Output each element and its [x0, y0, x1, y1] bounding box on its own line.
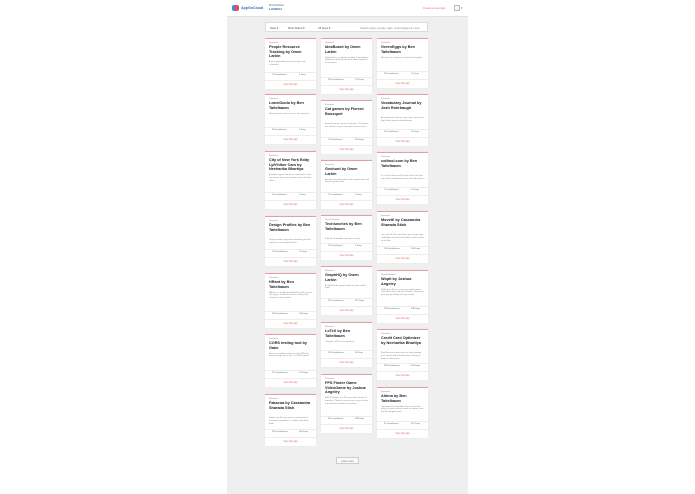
card-installs: 311 Installations [328, 418, 344, 420]
view-app-link[interactable]: View this app [339, 254, 354, 257]
card-category: Featured [381, 156, 390, 158]
card-divider [321, 243, 372, 244]
app-card[interactable] [377, 387, 428, 438]
card-description: Paste an endpoint and see if this API lets browser apps use it with a CORS request [269, 352, 310, 358]
card-description: An application that lets you keep a personal log of new words and definitions [381, 117, 424, 123]
app-card[interactable] [321, 322, 372, 367]
card-title[interactable]: CORS testing tool by Gabe [269, 341, 307, 350]
card-age: 12 Days [411, 73, 420, 75]
card-installs: 73 Installations [328, 139, 343, 141]
app-card[interactable] [377, 94, 428, 146]
card-installs: 349 Installations [384, 308, 400, 310]
card-divider [265, 135, 316, 136]
card-category: Featured [269, 398, 278, 400]
card-installs: 356 Installations [328, 300, 344, 302]
card-divider [321, 192, 372, 193]
card-category: Featured [325, 164, 334, 166]
card-installs: 83 Installations [272, 129, 287, 131]
card-age: 300 Days [299, 431, 309, 433]
card-age: 240 Days [411, 248, 421, 250]
card-divider [265, 127, 316, 128]
view-app-link[interactable]: View this app [339, 203, 354, 206]
card-category: Featured [325, 42, 334, 44]
card-installs: 336 Installations [328, 79, 344, 81]
card-divider [265, 192, 316, 193]
filter-type[interactable]: All Apps ▾ [318, 26, 331, 30]
partner-badge [269, 5, 291, 11]
card-age: 350 Days [355, 139, 365, 141]
card-divider [321, 137, 372, 138]
card-title[interactable]: Wopit by Joshua Angeley [381, 277, 412, 286]
card-category: Social Network [381, 274, 396, 276]
card-category: Featured [325, 378, 334, 380]
load-more-button[interactable]: Load more [336, 457, 359, 464]
card-title[interactable]: Fakacoa by Cassandra Sharada Stish [269, 401, 311, 410]
filter-rating[interactable]: Most Rated ▾ [288, 26, 305, 30]
card-category: Featured [269, 338, 278, 340]
card-divider [321, 306, 372, 307]
card-installs: 386 Installations [384, 365, 400, 367]
view-app-link[interactable]: View this app [283, 260, 298, 263]
app-card[interactable] [377, 211, 428, 263]
card-divider [321, 298, 372, 299]
app-card[interactable] [265, 394, 316, 446]
search-input[interactable]: Search apps, people, tags, technologies & more [360, 26, 420, 30]
view-app-link[interactable]: View this app [395, 257, 410, 260]
card-age: 96 Days [355, 352, 364, 354]
card-installs: 23 Installations [328, 245, 343, 247]
card-category: Featured [269, 42, 278, 44]
card-title[interactable]: LoTeX by Ben Taitelbaum [325, 329, 351, 338]
card-age: 236 Days [411, 308, 421, 310]
card-divider [265, 311, 316, 312]
card-description: Get financial and political news feed with only the most relevant news on finance and the Washington stock [381, 405, 424, 414]
app-card[interactable] [265, 334, 316, 387]
card-age: 75 Days [299, 251, 308, 253]
card-title[interactable]: Vocabulary Journal by Josh Rohrbaugh [381, 101, 422, 110]
card-age: 5 Days [355, 194, 362, 196]
card-divider [377, 195, 428, 196]
card-title[interactable]: Ahbna by Ben Taitelbaum [381, 394, 407, 403]
card-installs: 93 Installations [384, 73, 399, 75]
app-card[interactable] [321, 215, 372, 260]
card-divider [321, 85, 372, 86]
logo[interactable] [232, 5, 263, 11]
card-description: Make your life as a note you writing notes and share them with your friends. Organizes your day by finding out your mood [381, 288, 424, 297]
view-app-link[interactable]: View this app [283, 440, 298, 443]
card-divider [265, 200, 316, 201]
card-description: Find lunch buddies near you at work [325, 238, 361, 241]
card-age: 150 Days [299, 372, 309, 374]
card-divider [377, 371, 428, 372]
card-divider [377, 246, 428, 247]
card-description: It's coil.in-coil.tm and 3 more tools that help turn these contributions into short film project [381, 175, 425, 181]
app-frame [227, 0, 468, 494]
card-title[interactable]: Geohunt by Owen Larkin [325, 167, 358, 176]
card-divider [321, 251, 372, 252]
app-card[interactable] [265, 38, 316, 89]
card-description: IdeaBoard is a web based idea & networking platform to bring all the team ideas together in one place [325, 56, 369, 65]
card-category: Featured [325, 104, 334, 106]
card-title[interactable]: MoveIt! by Cassandra Sharada Stish [381, 218, 421, 227]
card-description: A fake cart that recreates a pantry full of seasonal ingredients, a recipe inspiration book [269, 417, 309, 426]
card-title[interactable]: FPS Finder Game VideoGame by Joshua Angeley [325, 381, 366, 395]
card-divider [377, 79, 428, 80]
card-category: Featured [325, 270, 334, 272]
card-title[interactable]: Techlunches by Ben Taitelbaum [325, 222, 362, 231]
card-installs: 368 Installations [272, 313, 288, 315]
card-age: 397 Days [411, 423, 421, 425]
card-title[interactable]: IdeaBoard by Owen Larkin [325, 45, 361, 54]
view-app-link[interactable]: View this app [395, 432, 410, 435]
card-title[interactable]: GraphHQ by Owen Larkin [325, 273, 359, 282]
card-age: 367 Days [355, 300, 365, 302]
card-divider [265, 319, 316, 320]
card-age: 343 Days [411, 365, 421, 367]
logo-icon [232, 5, 239, 11]
card-installs: 56 Installations [272, 194, 287, 196]
card-divider [377, 129, 428, 130]
card-title[interactable]: LearnDuolo by Ben Taitelbaum [269, 101, 304, 110]
card-divider [377, 429, 428, 430]
filter-date[interactable]: Date ▾ [270, 26, 279, 30]
card-title[interactable]: GreenEggs by Ben Taitelbaum [381, 45, 415, 54]
view-app-link[interactable]: View this app [283, 203, 298, 206]
app-card[interactable] [321, 100, 372, 154]
app-card[interactable] [265, 216, 316, 266]
create-app-link[interactable]: Create a new App [423, 6, 446, 10]
card-installs: 383 Installations [272, 431, 288, 433]
card-description: A mobile app to find the car and rides in the city of new york and compare rates with the other... [269, 174, 312, 183]
card-description: Design profiles app that automates your bit tracking, more design details [269, 239, 311, 245]
view-app-link[interactable]: View this app [339, 427, 354, 430]
app-card[interactable] [377, 38, 428, 88]
card-divider [321, 145, 372, 146]
card-installs: 71 Installations [328, 194, 343, 196]
card-description: Let's get fit! Post and share your daily steps challenges and see the leaders. Ideas will be up to date [381, 234, 425, 243]
top-navigation [227, 0, 468, 17]
app-card[interactable] [265, 94, 316, 144]
card-divider [377, 363, 428, 364]
logo-text: AppGoCloud [241, 6, 264, 10]
view-app-link[interactable]: View this app [395, 140, 410, 143]
card-divider [377, 254, 428, 255]
card-installs: 73 Installations [272, 74, 287, 76]
app-card[interactable] [265, 151, 316, 209]
card-title[interactable]: Credit Card Optimizer by Neeharika Bhartiya [381, 336, 421, 345]
card-category: Social Network [325, 219, 340, 221]
chevron-down-icon[interactable]: ▾ [461, 6, 463, 10]
card-divider [265, 378, 316, 379]
card-category: Featured [269, 98, 278, 100]
card-divider [321, 424, 372, 425]
card-age: 15 Days [411, 131, 420, 133]
avatar[interactable] [454, 5, 460, 11]
view-app-link[interactable]: View this app [395, 374, 410, 377]
card-divider [265, 249, 316, 250]
card-age: 5 Days [299, 194, 306, 196]
card-age: 6 Days [355, 245, 362, 247]
card-installs: 290 Installations [384, 248, 400, 250]
card-description: HRant is a mobile friendly HR web & service. The app is to find the events nearby that shortness have shown [269, 291, 313, 300]
view-app-link[interactable]: View this app [395, 198, 410, 201]
partner-line1: Proud Partner [269, 4, 284, 7]
card-title[interactable]: Cat games by Florent Bousquet [325, 107, 364, 116]
card-divider [321, 416, 372, 417]
app-card[interactable] [265, 273, 316, 328]
card-age: 100 Days [299, 313, 309, 315]
app-card[interactable] [321, 38, 372, 94]
view-app-link[interactable]: View this app [395, 317, 410, 320]
view-app-link[interactable]: View this app [283, 322, 298, 325]
app-card[interactable] [377, 152, 428, 204]
card-category: Featured [325, 326, 334, 328]
card-installs: 103 Installations [272, 251, 288, 253]
card-divider [265, 257, 316, 258]
view-app-link[interactable]: View this app [283, 138, 298, 141]
card-divider [321, 200, 372, 201]
card-category: Featured [381, 215, 390, 217]
filter-bar [265, 22, 428, 32]
card-installs: 371 Installations [272, 372, 288, 374]
view-app-link[interactable]: View this app [339, 361, 354, 364]
card-divider [377, 306, 428, 307]
card-category: Featured [269, 277, 278, 279]
card-divider [377, 314, 428, 315]
card-divider [377, 137, 428, 138]
card-category: Featured [269, 220, 278, 222]
app-card[interactable] [321, 374, 372, 433]
partner-line2: LAUNCH [269, 6, 282, 11]
card-title[interactable]: coiltool.com by Ben Taitelbaum [381, 159, 418, 168]
card-description: A collaborative graph editor for your whole team [325, 284, 366, 290]
card-description: An urban location game with a photo trail and friends against time [325, 178, 369, 184]
card-description: Recipes for creating eco food and cooking [381, 56, 422, 59]
card-description: A FPS shooter in a 3D arena with waves of enemies. Players can join any server to have fun with their friends in the game [325, 397, 369, 406]
card-category: Featured [381, 98, 390, 100]
card-age: 24 Days [411, 189, 420, 191]
app-card[interactable] [377, 270, 428, 323]
card-description: Find the best credit cards to help manage your spend and rewards better. Getting a better credit scores [381, 352, 422, 361]
card-title[interactable]: City of New York Eddy LyftYdber Cars by Neeharika Bhartiya [269, 158, 310, 172]
view-app-link[interactable]: View this app [339, 309, 354, 312]
card-divider [321, 350, 372, 351]
card-divider [265, 429, 316, 430]
card-divider [321, 77, 372, 78]
card-category: Featured [269, 155, 278, 157]
card-title[interactable]: Design Profiles by Ben Taitelbaum [269, 223, 311, 232]
card-age: 120 Days [355, 79, 365, 81]
card-installs: 63 Installations [384, 131, 399, 133]
card-installs: 353 Installations [328, 352, 344, 354]
app-card[interactable] [321, 160, 372, 209]
view-app-link[interactable]: View this app [283, 83, 298, 86]
app-card[interactable] [377, 329, 428, 380]
app-card[interactable] [321, 266, 372, 315]
card-divider [265, 72, 316, 73]
view-app-link[interactable]: View this app [339, 88, 354, 91]
view-app-link[interactable]: View this app [283, 381, 298, 384]
card-divider [265, 437, 316, 438]
card-installs: 51 Installations [384, 423, 399, 425]
card-description: Compile LaTeX in the browser [325, 340, 355, 343]
view-app-link[interactable]: View this app [339, 148, 354, 151]
card-divider [265, 80, 316, 81]
card-divider [377, 187, 428, 188]
card-title[interactable]: HRant by Ben Taitelbaum [269, 280, 294, 289]
card-divider [265, 370, 316, 371]
card-title[interactable]: People Resource Tracking by Owen Larkin [269, 45, 302, 59]
card-divider [377, 71, 428, 72]
card-age: 398 Days [355, 418, 365, 420]
card-category: Featured [381, 42, 390, 44]
view-app-link[interactable]: View this app [395, 82, 410, 85]
card-description: A web application to track people and schedules [269, 61, 306, 67]
card-description: Flashcards for your classes, one game at... [269, 112, 311, 115]
card-divider [321, 358, 372, 359]
card-age: 5 Days [299, 129, 306, 131]
card-age: 4 Days [299, 74, 306, 76]
card-installs: 71 Installations [384, 189, 399, 191]
card-category: Featured [381, 333, 390, 335]
card-divider [377, 421, 428, 422]
card-category: Featured [381, 391, 390, 393]
card-description: Browser games your cat will love. Cat games are chosen so your cat pokes at the screen [325, 123, 369, 129]
